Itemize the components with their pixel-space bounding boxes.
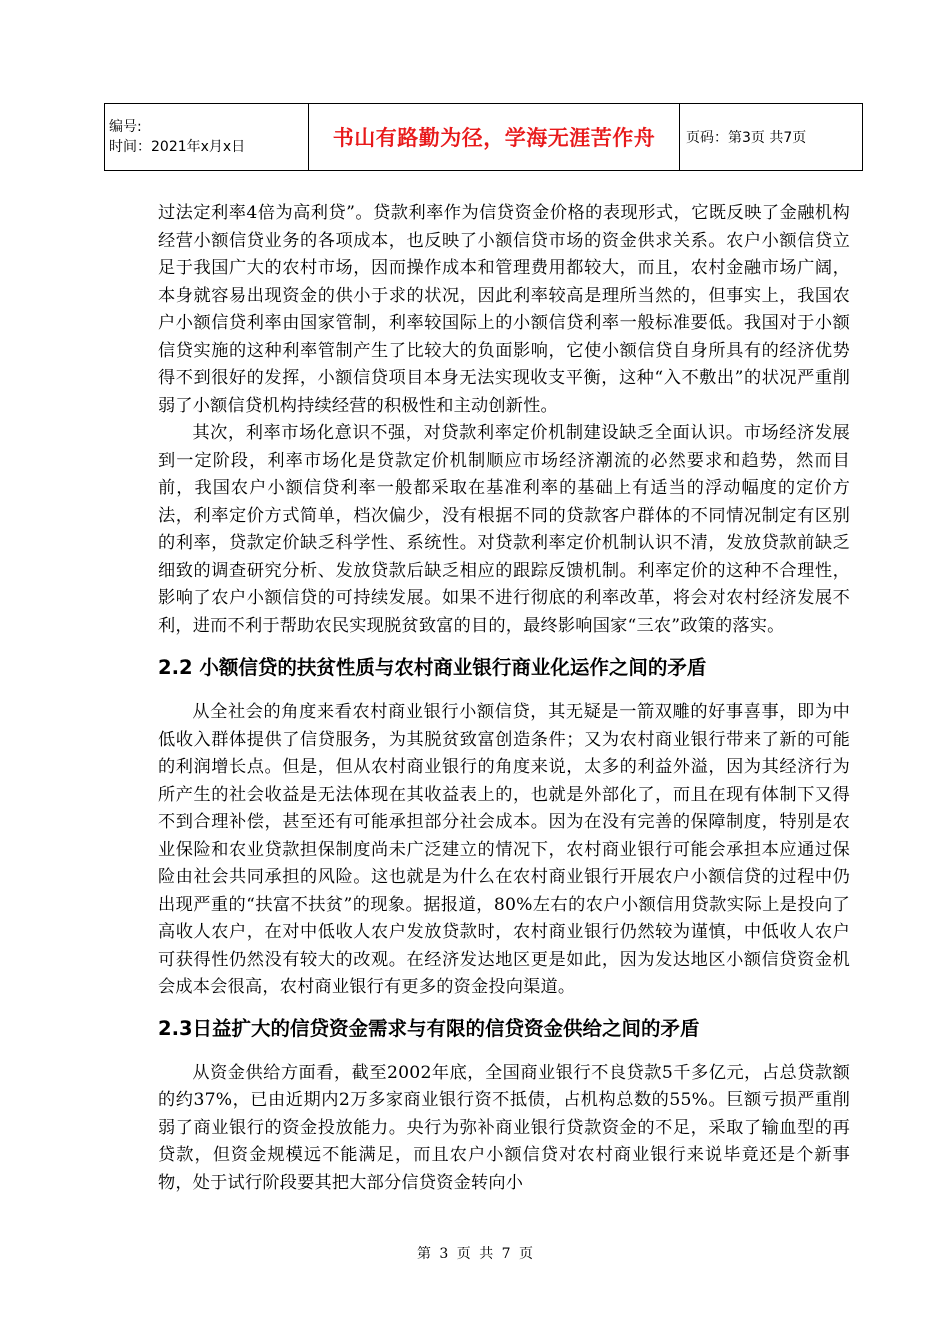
paragraph-2: 其次，利率市场化意识不强，对贷款利率定价机制建设缺乏全面认识。市场经济发展到一定阶段，利率市场化是贷款定价机制顺应市场经济潮流的必然要求和趋势，然而目前，我国农户小额信贷利率一般都采取在基准利率的基础上有适当的浮动幅度的定价方法，利率定价方式简单，档次偏少，没有根据不同的贷款客户群体的不同情况制定有区别的利率，贷款定价缺乏科学性、系统性。对贷款利率定价机制认识不清，发放贷款前缺乏细致的调查研究分析、发放贷款后缺乏相应的跟踪反馈机制。利率定价的这种不合理性，影响了农户小额信贷的可持续发展。如果不进行彻底的利率改革，将会对农村经济发展不利，进而不利于帮助农民实现脱贫致富的目的，最终影响国家“三农”政策的落实。 (158, 423, 850, 636)
header-table (104, 103, 863, 171)
page-footer: 第 3 页 共 7 页 (416, 1246, 534, 1262)
paragraph-4: 从资金供给方面看，截至2002年底，全国商业银行不良贷款5千多亿元，占总贷款额的约37%，已由近期内2万多家商业银行资不抵债，占机构总数的55%。巨额亏损严重削弱了商业银行的资金投放能力。央行为弥补商业银行贷款资金的不足，采取了输血型的再贷款，但资金规模远不能满足，而且农户小额信贷对农村商业银行来说毕竟还是个新事物，处于试行阶段要其把大部分信贷资金转向小 (158, 1062, 850, 1193)
paragraph-1: 过法定利率4倍为高利贷”。贷款利率作为信贷资金价格的表现形式，它既反映了金融机构经营小额信贷业务的各项成本，也反映了小额信贷市场的资金供求关系。农户小额信贷立足于我国广大的农村市场，因而操作成本和管理费用都较大，而且，农村金融市场广阔，本身就容易出现资金的供小于求的状况，因此利率较高是理所当然的，但事实上，我国农户小额信贷利率由国家管制，利率较国际上的小额信贷利率一般标准要低。我国对于小额信贷实施的这种利率管制产生了比较大的负面影响，它使小额信贷自身所具有的经济优势得不到很好的发挥，小额信贷项目本身无法实现收支平衡，这种“入不敷出”的状况严重削弱了小额信贷机构持续经营的积极性和主动创新性。 (158, 203, 850, 416)
section-2-2-title: 2.2 小额信贷的扶贫性质与农村商业银行商业化运作之间的矛盾 (158, 656, 707, 679)
document-date-label: 时间：2021年x月x日 (109, 139, 246, 155)
document-number-label: 编号: (109, 119, 142, 135)
document-body (160, 200, 850, 1197)
paragraph-3: 从全社会的角度来看农村商业银行小额信贷，其无疑是一箭双雕的好事喜事，即为中低收入群体提供了信贷服务，为其脱贫致富创造条件；又为农村商业银行带来了新的可能的利润增长点。但是，但从农村商业银行的角度来说，太多的利益外溢，因为其经济行为所产生的社会收益是无法体现在其收益表上的，也就是外部化了，而且在现有体制下又得不到合理补偿，甚至还有可能承担部分社会成本。因为在没有完善的保障制度，特别是农业保险和农业贷款担保制度尚未广泛建立的情况下，农村商业银行可能会承担本应通过保险由社会共同承担的风险。这也就是为什么在农村商业银行开展农户小额信贷的过程中仍出现严重的“扶富不扶贫”的现象。据报道，80%左右的农户小额信用贷款实际上是投向了高收人农户，在对中低收人农户发放贷款时，农村商业银行仍然较为谨慎，中低收人农户可获得性仍然没有较大的改观。在经济发达地区更是如此，因为发达地区小额信贷资金机会成本会很高，农村商业银行有更多的资金投向渠道。 (158, 702, 850, 997)
header-motto: 书山有路勤为径，学海无涯苦作舟 (309, 104, 680, 171)
header-meta-cell (105, 104, 309, 171)
header-page-label: 页码：第3页 共7页 (680, 104, 863, 171)
section-2-3-title: 2.3日益扩大的信贷资金需求与有限的信贷资金供给之间的矛盾 (158, 1016, 700, 1040)
